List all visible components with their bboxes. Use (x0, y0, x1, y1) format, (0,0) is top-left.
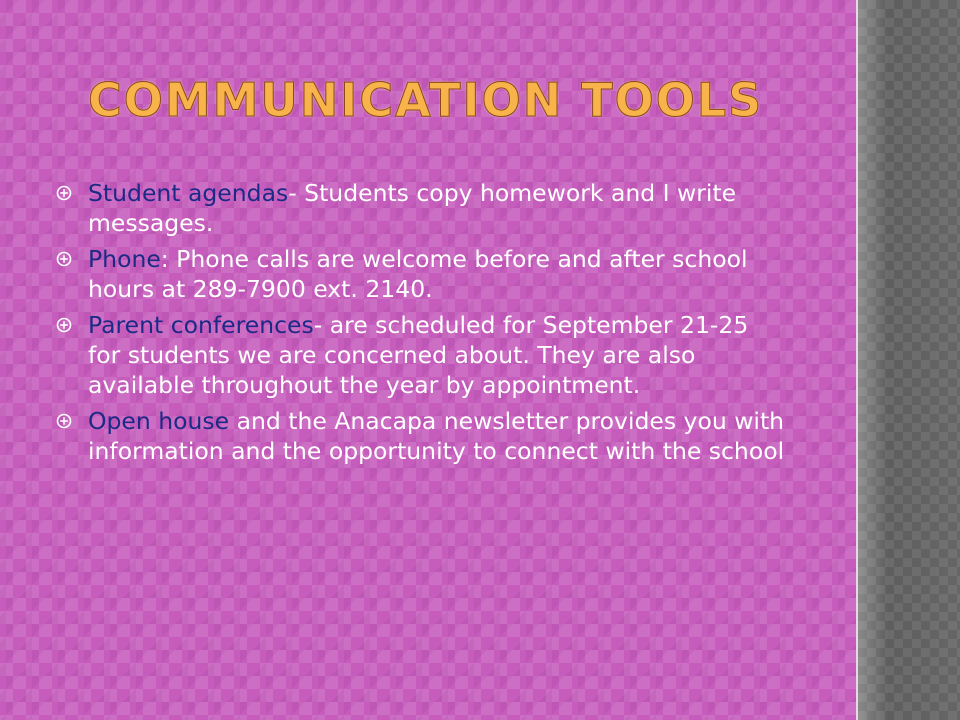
bullet-lead: Parent conferences (88, 311, 314, 339)
bullet-lead: Open house (88, 407, 230, 435)
circled-plus-icon (56, 317, 72, 333)
bullet-item-parent-conferences (56, 310, 786, 400)
slide-title: COMMUNICATION TOOLS (88, 73, 764, 127)
bullet-item-student-agendas (56, 178, 786, 238)
bullet-text: - Students copy homework and I write messages. (88, 179, 737, 237)
bullet-text: : Phone calls are welcome before and after school hours at 289-7900 ext. 2140. (88, 245, 748, 303)
bullet-text: and the Anacapa newsletter provides you with information and the opportunity to connect with the school (88, 407, 785, 465)
bullet-item-phone (56, 244, 786, 304)
bullet-lead: Student agendas (88, 179, 289, 207)
bullet-list (56, 178, 786, 472)
bullet-text: - are scheduled for September 21-25 for students we are concerned about. They are also available throughout the year by appointment. (88, 311, 749, 399)
circled-plus-icon (56, 413, 72, 429)
circled-plus-icon (56, 251, 72, 267)
side-bar (858, 0, 960, 720)
bullet-item-open-house (56, 406, 786, 466)
circled-plus-icon (56, 185, 72, 201)
bullet-lead: Phone (88, 245, 161, 273)
